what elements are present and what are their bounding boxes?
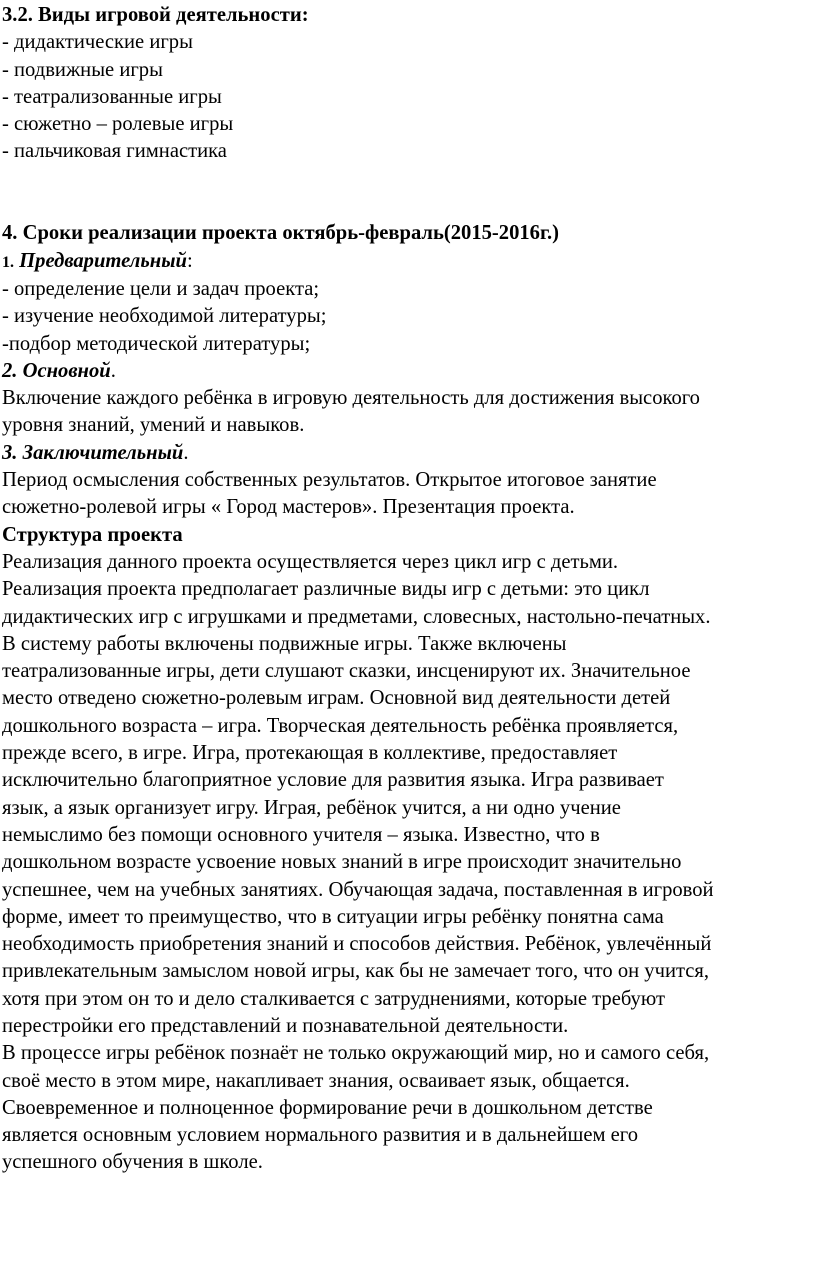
paragraph-line: немыслимо без помощи основного учителя – языка. Известно, что в (2, 823, 600, 846)
paragraph-line: своё место в этом мире, накапливает знания, осваивает язык, общается. (2, 1069, 630, 1092)
paragraph-line: Своевременное и полноценное формирование речи в дошкольном детстве (2, 1096, 653, 1119)
stage-1-number: 1. (2, 253, 14, 271)
paragraph-line: успешнее, чем на учебных занятиях. Обучающая задача, поставленная в игровой (2, 878, 714, 901)
paragraph-line: Реализация данного проекта осуществляется через цикл игр с детьми. (2, 550, 619, 573)
stage-3-title: 3. Заключительный (2, 441, 184, 464)
list-item: - театрализованные игры (2, 85, 222, 108)
paragraph-line: необходимость приобретения знаний и способов действия. Ребёнок, увлечённый (2, 933, 712, 956)
list-item: - определение цели и задач проекта; (2, 277, 320, 300)
list-item: -подбор методической литературы; (2, 332, 311, 355)
paragraph-line: место отведено сюжетно-ролевым играм. Основной вид деятельности детей (2, 687, 671, 710)
paragraph-line: дошкольном возрасте усвоение новых знаний в игре происходит значительно (2, 851, 682, 874)
paragraph-line: прежде всего, в игре. Игра, протекающая в коллективе, предоставляет (2, 742, 618, 765)
section-4-heading: 4. Сроки реализации проекта октябрь-февраль(2015-2016г.) (2, 222, 559, 245)
paragraph-line: дошкольного возраста – игра. Творческая деятельность ребёнка проявляется, (2, 714, 679, 737)
stage-1-title-line (2, 248, 816, 276)
paragraph-line: В систему работы включены подвижные игры. Также включены (2, 632, 567, 655)
paragraph-line: привлекательным замыслом новой игры, как бы не замечает того, что он учится, (2, 960, 709, 983)
blank-line (2, 166, 816, 193)
paragraph-line: язык, а язык организует игру. Играя, ребёнок учится, а ни одно учение (2, 796, 621, 819)
paragraph-line: сюжетно-ролевой игры « Город мастеров». Презентация проекта. (2, 496, 575, 519)
structure-heading: Структура проекта (2, 523, 183, 546)
list-item: - сюжетно – ролевые игры (2, 113, 234, 136)
paragraph-line: В процессе игры ребёнок познаёт не только окружающий мир, но и самого себя, (2, 1042, 710, 1065)
paragraph-line: Период осмысления собственных результатов. Открытое итоговое занятие (2, 469, 657, 492)
stage-2-suffix: . (110, 359, 116, 382)
paragraph-line: театрализованные игры, дети слушают сказки, инсценируют их. Значительное (2, 660, 691, 683)
paragraph-line: дидактических игр с игрушками и предметами, словесных, настольно-печатных. (2, 605, 711, 628)
stage-3-suffix: . (183, 441, 189, 464)
list-item: - изучение необходимой литературы; (2, 305, 327, 328)
paragraph-line: успешного обучения в школе. (2, 1151, 263, 1174)
paragraph-line: форме, имеет то преимущество, что в ситуации игры ребёнку понятна сама (2, 905, 664, 928)
stage-1-title: Предварительный (19, 249, 187, 272)
list-item: - пальчиковая гимнастика (2, 140, 227, 163)
paragraph-line: исключительно благоприятное условие для развития языка. Игра развивает (2, 769, 664, 792)
stage-2-title-line (2, 358, 816, 385)
list-item: - подвижные игры (2, 58, 163, 81)
stage-3-title-line (2, 440, 816, 467)
section-3-2-heading: 3.2. Виды игровой деятельности: (2, 4, 309, 26)
paragraph-line: Включение каждого ребёнка в игровую деятельность для достижения высокого (2, 387, 700, 410)
paragraph-line: уровня знаний, умений и навыков. (2, 414, 305, 437)
paragraph-line: хотя при этом он то и дело сталкивается с затруднениями, которые требуют (2, 987, 665, 1010)
stage-2-title: 2. Основной (2, 359, 111, 382)
list-item: - дидактические игры (2, 31, 193, 54)
stage-1-suffix: : (186, 249, 193, 272)
paragraph-line: является основным условием нормального развития и в дальнейшем его (2, 1124, 639, 1147)
blank-line (2, 193, 816, 220)
paragraph-line: Реализация проекта предполагает различные виды игр с детьми: это цикл (2, 578, 650, 601)
paragraph-line: перестройки его представлений и познавательной деятельности. (2, 1014, 569, 1037)
